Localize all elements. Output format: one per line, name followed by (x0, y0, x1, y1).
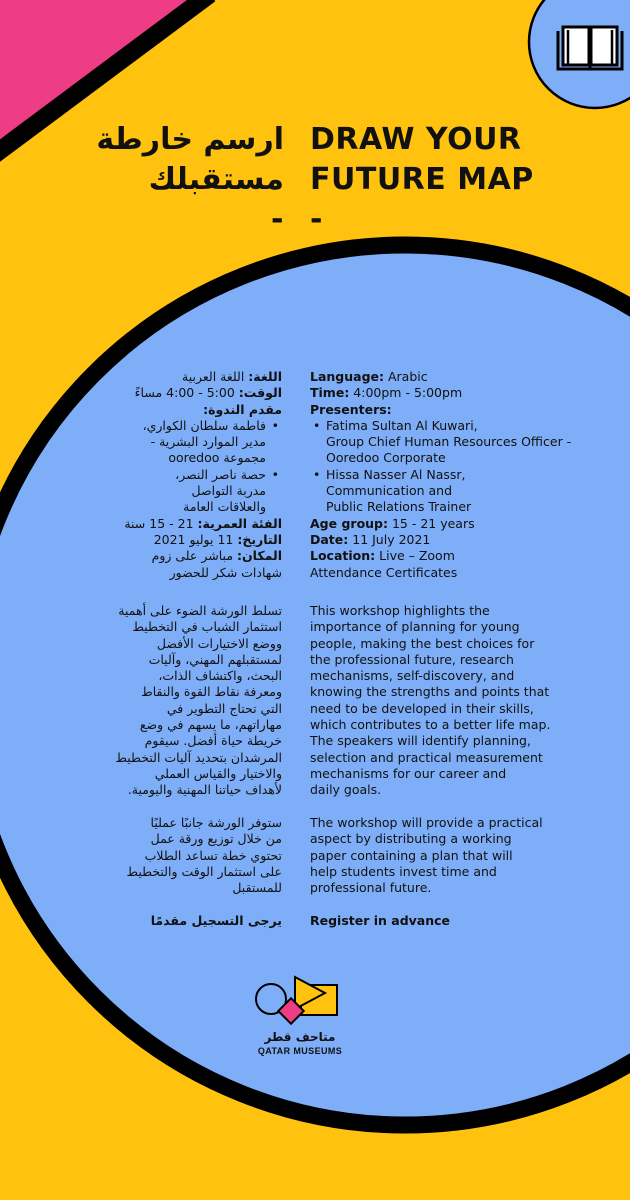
paragraph-line: mechanisms for our career and (310, 765, 507, 781)
paragraph-line: مهاراتهم، ما يسهم في وضع (139, 717, 282, 733)
arabic-presenters-list (60, 418, 282, 516)
english-location-row (310, 548, 560, 564)
english-certificates: Attendance Certificates (310, 564, 458, 580)
logo-english-name: QATAR MUSEUMS (257, 1046, 343, 1056)
date-value: 11 July 2021 (348, 531, 431, 547)
paragraph-line: paper containing a plan that will (310, 847, 513, 863)
paragraph-line: which contributes to a better life map. (310, 717, 551, 733)
paragraph-line: the professional future, research (310, 651, 514, 667)
language-label: Language: (310, 369, 385, 384)
paragraph-line: المرشدان بتحديد آليات التخطيط (115, 749, 282, 765)
age-value: 21 - 15 سنة (124, 515, 198, 531)
date-label: التاريخ: (237, 531, 282, 547)
qatar-museums-logo-mark (245, 975, 355, 1031)
paragraph-line: importance of planning for young (310, 619, 520, 635)
arabic-details (60, 369, 282, 581)
arabic-description-1 (60, 603, 282, 799)
time-label: الوقت: (238, 385, 282, 401)
english-details (310, 369, 572, 581)
arabic-title-dash: - (271, 202, 284, 237)
paragraph-line: mechanisms, self-discovery, and (310, 668, 515, 684)
register-text: يرجى التسجيل مقدمًا (150, 913, 282, 928)
book-icon (556, 22, 624, 72)
arabic-title (40, 120, 284, 240)
presenter-role: مدير الموارد البشرية - (150, 434, 266, 450)
paragraph-line: تسلط الورشة الضوء على أهمية (118, 603, 282, 618)
english-time-row (310, 385, 560, 401)
english-title-line2: FUTURE MAP (310, 162, 534, 197)
paragraph-line: need to be developed in their skills, (310, 700, 534, 716)
paragraph-line: خريطة حياة أفضل. سيقوم (144, 733, 282, 749)
english-title (310, 120, 570, 240)
paragraph-line: التي تحتاج التطوير في (166, 700, 282, 716)
date-value: 11 يوليو 2021 (153, 531, 238, 547)
paragraph-line: The speakers will identify planning, (310, 733, 531, 749)
paragraph-line: تحتوي خطة تساعد الطلاب (144, 847, 282, 863)
presenter-item (60, 467, 282, 516)
arabic-age-row (60, 516, 282, 532)
paragraph-line: help students invest time and (310, 863, 497, 879)
qatar-museums-logo (245, 975, 355, 1060)
age-value: 15 - 21 years (388, 515, 475, 531)
location-label: المكان: (237, 548, 282, 564)
paragraph-line: البحث، واكتشاف الذات، (158, 668, 282, 684)
date-label: Date: (310, 531, 349, 547)
paragraph-line: والاختيار والقياس العملي (154, 765, 282, 781)
arabic-time-row (60, 385, 282, 401)
location-value: Live – Zoom (375, 548, 455, 564)
arabic-register (60, 913, 282, 929)
presenter-role: والعلاقات العامة (183, 499, 266, 515)
presenter-item (60, 418, 282, 467)
paragraph-line: ستوفر الورشة جانبًا عمليًا (150, 815, 282, 830)
paragraph-line: لمستقبلهم المهني، وآليات (148, 651, 282, 667)
paragraph-line: This workshop highlights the (310, 603, 490, 618)
presenter-name: • حصة ناصر النصر، (175, 466, 266, 482)
paragraph-line: daily goals. (310, 782, 382, 798)
language-label: اللغة: (248, 369, 282, 384)
language-value: Arabic (384, 369, 428, 384)
time-value: 4:00pm - 5:00pm (349, 385, 463, 401)
english-date-row (310, 532, 560, 548)
paragraph-line: The workshop will provide a practical (310, 815, 543, 830)
presenter-name: • Hissa Nasser Al Nassr, (326, 466, 466, 482)
arabic-language-row (60, 369, 282, 385)
presenter-role: Public Relations Trainer (326, 499, 472, 515)
arabic-date-row (60, 532, 282, 548)
presenter-role: Ooredoo Corporate (326, 450, 446, 466)
presenter-item (310, 417, 572, 467)
english-title-dash: - (310, 202, 323, 237)
language-value: اللغة العربية (182, 369, 249, 384)
arabic-certificates: شهادات شكر للحضور (169, 564, 282, 580)
presenter-role: Group Chief Human Resources Officer - (326, 434, 572, 450)
presenter-name: • فاطمة سلطان الكواري، (142, 417, 266, 433)
paragraph-line: selection and practical measurement (310, 749, 543, 765)
english-description-2 (310, 815, 560, 896)
presenter-role: Communication and (326, 483, 453, 499)
arabic-title-line1: ارسم خارطة (96, 122, 284, 157)
paragraph-line: لأهداف حياتنا المهنية واليومية. (127, 782, 282, 798)
english-language-row (310, 369, 560, 385)
english-presenters-list (310, 417, 572, 516)
english-description-1 (310, 603, 560, 799)
paragraph-line: ومعرفة نقاط القوة والنقاط (141, 684, 282, 700)
presenters-label: Presenters: (310, 401, 392, 417)
paragraph-line: استثمار الشباب في التخطيط (132, 619, 282, 635)
arabic-location-row (60, 548, 282, 564)
presenters-label: مقدم الندوة: (203, 401, 282, 417)
english-presenters-row (310, 402, 560, 418)
age-label: Age group: (310, 515, 388, 531)
location-label: Location: (310, 548, 376, 564)
paragraph-line: aspect by distributing a working (310, 831, 512, 847)
presenter-name: • Fatima Sultan Al Kuwari, (326, 417, 478, 433)
age-label: الفئة العمرية: (197, 515, 282, 531)
paragraph-line: professional future. (310, 880, 432, 896)
time-label: Time: (310, 385, 350, 401)
paragraph-line: knowing the strengths and points that (310, 684, 550, 700)
english-register (310, 913, 560, 929)
arabic-description-2 (60, 815, 282, 896)
location-value: مباشر على زوم (151, 548, 237, 564)
english-title-line1: DRAW YOUR (310, 122, 522, 157)
presenter-role: مجموعة ooredoo (168, 450, 266, 466)
presenter-item (310, 467, 560, 516)
paragraph-line: ووضع الاختيارات الأفضل (156, 635, 282, 651)
paragraph-line: من خلال توزيع ورقة عمل (150, 831, 282, 847)
paragraph-line: على استثمار الوقت والتخطيط (126, 863, 282, 879)
english-age-row (310, 516, 560, 532)
paragraph-line: للمستقبل (232, 880, 282, 896)
paragraph-line: people, making the best choices for (310, 635, 535, 651)
time-value: 5:00 - 4:00 مساءً (134, 385, 239, 401)
arabic-title-line2: مستقبلك (148, 162, 284, 197)
register-text: Register in advance (310, 913, 451, 928)
arabic-presenters-row (60, 402, 282, 418)
presenter-role: مدربة التواصل (191, 483, 266, 499)
logo-arabic-name: متاحف قطر (264, 1030, 336, 1044)
